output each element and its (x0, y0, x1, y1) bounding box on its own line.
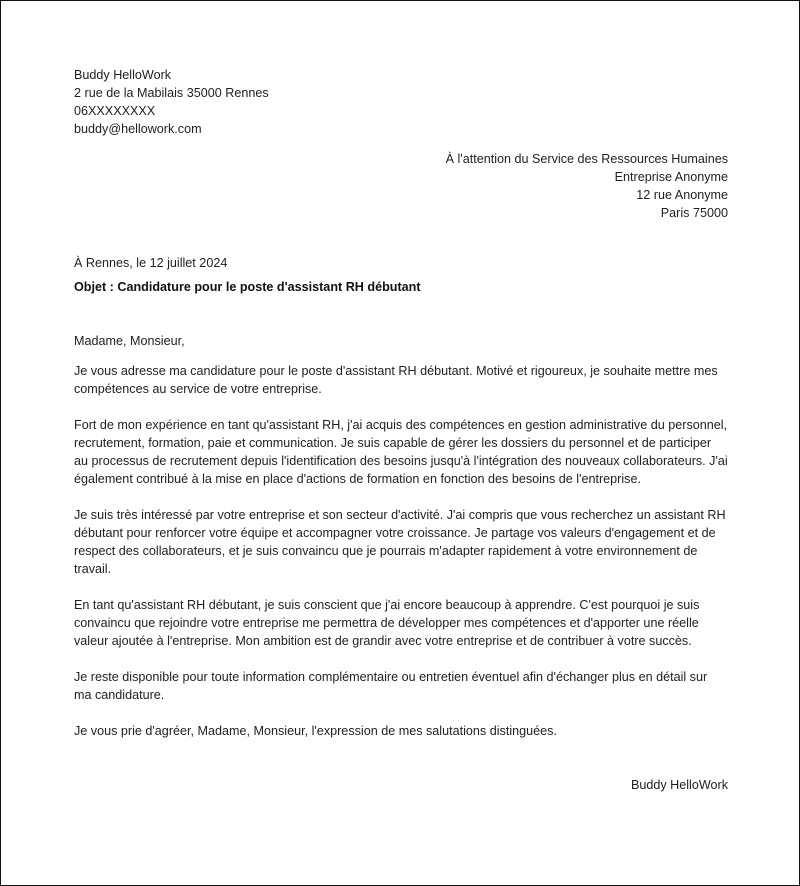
sender-email: buddy@hellowork.com (74, 122, 202, 136)
sender-address: 2 rue de la Mabilais 35000 Rennes (74, 86, 269, 100)
recipient-attention: À l'attention du Service des Ressources Humaines (445, 152, 728, 166)
body-paragraph-3: Je suis très intéressé par votre entreprise et son secteur d'activité. J'ai compris que vous recherchez un assistant RH débutant pour renforcer votre équipe et accompagner votre croissance. Je partage vos valeurs d'engagement et de respect des collaborateurs, et je suis convaincu que je pourrais m'adapter rapidement à votre environnement de travail. (74, 508, 726, 576)
body-paragraph-2: Fort de mon expérience en tant qu'assistant RH, j'ai acquis des compétences en gestion administrative du personnel, recrutement, formation, paie et communication. Je suis capable de gérer les dossiers du personnel et de participer au processus de recrutement depuis l'identification des besoins jusqu'à l'intégration des nouveaux collaborateurs. J'ai également contribué à la mise en place d'actions de formation en fonction des besoins de l'entreprise. (74, 418, 728, 486)
subject-line: Objet : Candidature pour le poste d'assistant RH débutant (74, 280, 421, 294)
closing-formula: Je vous prie d'agréer, Madame, Monsieur, l'expression de mes salutations distinguées. (74, 724, 557, 738)
recipient-block (74, 150, 728, 222)
date-line: À Rennes, le 12 juillet 2024 (74, 256, 228, 270)
body-paragraph-5: Je reste disponible pour toute information complémentaire ou entretien éventuel afin d'échanger plus en détail sur ma candidature. (74, 670, 708, 702)
recipient-city: Paris 75000 (660, 206, 728, 220)
sender-name: Buddy HelloWork (74, 68, 172, 82)
body-paragraph-1: Je vous adresse ma candidature pour le poste d'assistant RH débutant. Motivé et rigoureux, je souhaite mettre mes compétences au service de votre entreprise. (74, 364, 718, 396)
recipient-company: Entreprise Anonyme (614, 170, 728, 184)
signature: Buddy HelloWork (630, 778, 728, 792)
sender-phone: 06XXXXXXXX (74, 104, 156, 118)
cover-letter (74, 66, 728, 794)
body-paragraph-4: En tant qu'assistant RH débutant, je suis conscient que j'ai encore beaucoup à apprendre. C'est pourquoi je suis convaincu que rejoindre votre entreprise me permettra de développer mes compétences et d'apporter une réelle valeur ajoutée à l'entreprise. Mon ambition est de grandir avec votre entreprise et de contribuer à votre succès. (74, 598, 700, 648)
sender-block (74, 66, 728, 138)
recipient-street: 12 rue Anonyme (636, 188, 728, 202)
greeting: Madame, Monsieur, (74, 334, 185, 348)
